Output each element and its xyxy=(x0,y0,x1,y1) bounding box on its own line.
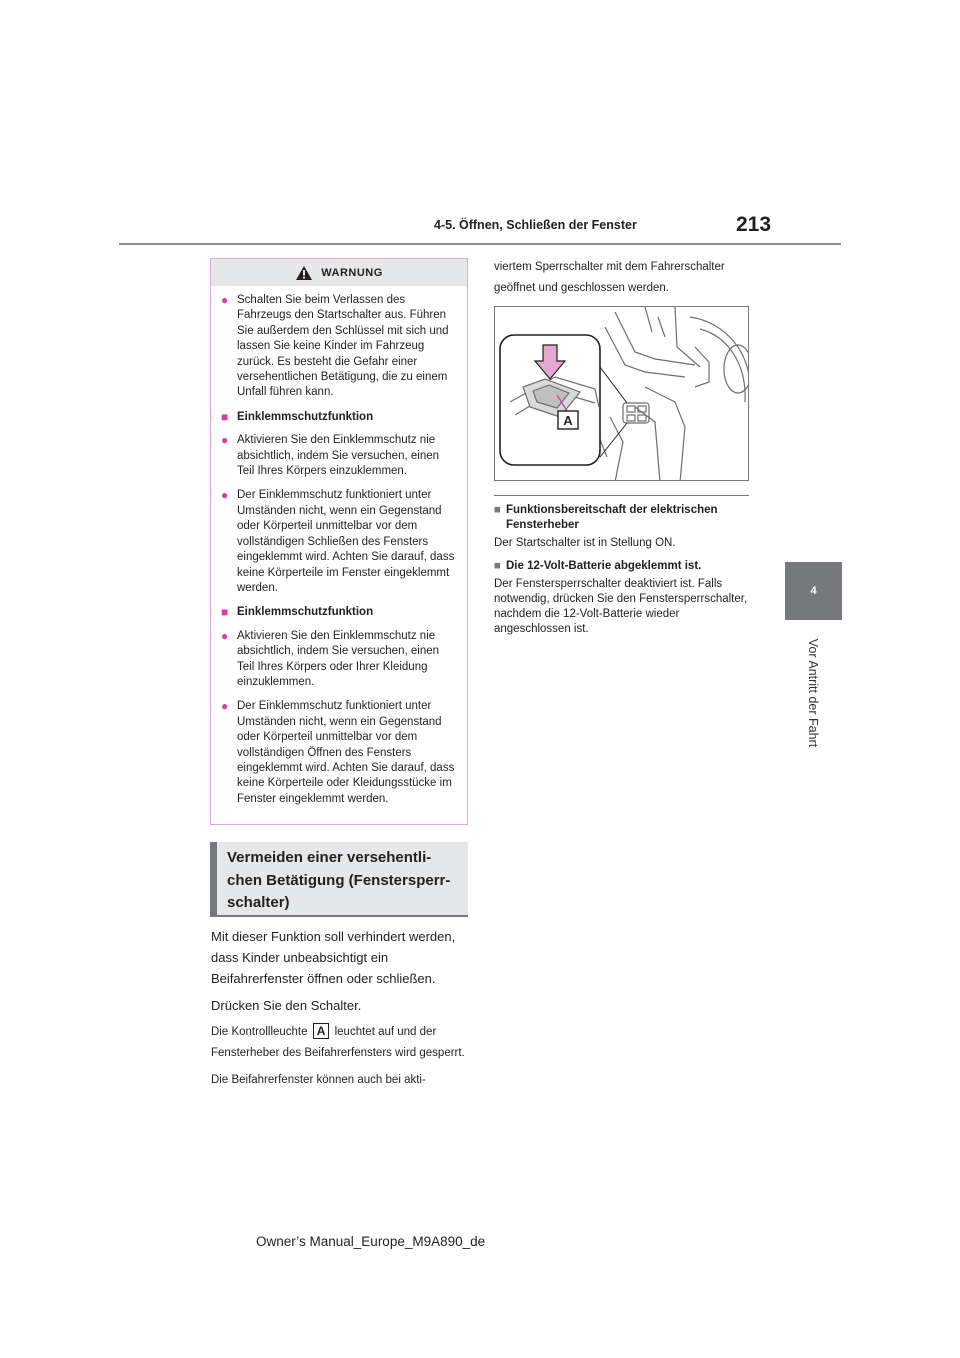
note-heading xyxy=(494,503,752,533)
warning-item-text: Schalten Sie beim Verlassen des Fahrzeugs den Startschalter aus. Führen Sie außerdem den Schlüssel mit sich und lassen Sie keine Kinder im Fahrzeug zurück. Es besteht die Gefahr einer versehentlichen Betätigung, die zu einem Unfall führen kann. xyxy=(237,294,449,399)
indicator-text-before: Die Kontrollleuchte xyxy=(211,1026,308,1038)
continuation-right: viertem Sperrschalter mit dem Fahrerschalter geöffnet und geschlossen werden. xyxy=(494,261,725,294)
warning-item-text: Aktivieren Sie den Einklemmschutz nie absichtlich, indem Sie versuchen, einen Teil Ihres Körpers oder Ihrer Kleidung einzuklemmen. xyxy=(237,629,440,688)
warning-bullet-item xyxy=(221,699,459,807)
round-bullet-icon: ● xyxy=(221,293,229,307)
header-rule xyxy=(119,243,841,245)
warning-bullet-item xyxy=(221,488,459,596)
round-bullet-icon: ● xyxy=(221,699,229,714)
warning-item-text: Der Einklemmschutz funktioniert unter Umständen nicht, wenn ein Gegenstand oder Körperteil unmittelbar vor dem vollständigen Öffnen des Fensters eingeklemmt wird. Achten Sie darauf, dass keine Körperteile oder Kleidungsstücke im Fenster eingeklemmt werden. xyxy=(237,700,455,805)
square-bullet-icon: ■ xyxy=(494,560,501,572)
note-body: Der Startschalter ist in Stellung ON. xyxy=(494,537,676,549)
warning-triangle-icon xyxy=(295,265,313,281)
square-bullet-icon: ■ xyxy=(494,504,501,516)
warning-bullet-item xyxy=(221,629,459,691)
warning-bullet-item xyxy=(221,293,459,401)
warning-subheading xyxy=(221,605,459,620)
warning-bullet-item xyxy=(221,433,459,479)
left-column-text xyxy=(211,926,471,1097)
indicator-paragraph xyxy=(211,1022,471,1064)
round-bullet-icon: ● xyxy=(221,433,229,448)
round-bullet-icon: ● xyxy=(221,628,229,643)
window-lock-switch-figure xyxy=(494,306,749,481)
continuation-left: Die Beifahrerfenster können auch bei akti- xyxy=(211,1074,426,1086)
note-heading-text: Funktionsbereitschaft der elektrischen Fensterheber xyxy=(506,504,718,531)
warning-item-text: Einklemmschutzfunktion xyxy=(237,410,374,423)
warning-header xyxy=(211,259,467,286)
intro-paragraph: Mit dieser Funktion soll verhindert werden, dass Kinder unbeabsichtigt ein Beifahrerfenster öffnen oder schließen. xyxy=(211,929,456,986)
indicator-label-a: A xyxy=(313,1023,330,1039)
section-title: 4-5. Öffnen, Schließen der Fenster xyxy=(434,218,637,232)
warning-title: WARNUNG xyxy=(321,266,383,279)
round-bullet-icon: ● xyxy=(221,488,229,503)
instruction-paragraph: Drücken Sie den Schalter. xyxy=(211,998,362,1013)
right-column-continuation xyxy=(494,257,754,303)
notes-list xyxy=(494,499,752,645)
warning-item-text: Aktivieren Sie den Einklemmschutz nie absichtlich, indem Sie versuchen, einen Teil Ihres Körpers einzuklemmen. xyxy=(237,434,440,478)
square-bullet-icon: ■ xyxy=(221,605,229,620)
warning-subheading xyxy=(221,410,459,425)
figure-illustration xyxy=(495,307,749,481)
figure-callout-a: A xyxy=(563,413,573,428)
note-body: Der Fenstersperrschalter deaktiviert ist. Falls notwendig, drücken Sie den Fenstersperrschalter, nachdem die 12-Volt-Batterie wieder angeschlossen ist. xyxy=(494,578,748,635)
section-heading: Vermeiden einer versehentli-chen Betätigung (Fenstersperr-schalter) xyxy=(210,842,468,917)
footer-text: Owner’s Manual_Europe_M9A890_de xyxy=(256,1234,486,1249)
chapter-tab: 4 xyxy=(785,562,842,620)
warning-box xyxy=(210,258,468,825)
note-heading xyxy=(494,559,752,574)
chapter-side-label xyxy=(760,640,866,746)
warning-item-text: Der Einklemmschutz funktioniert unter Umständen nicht, wenn ein Gegenstand oder Körperteil unmittelbar vor dem vollständigen Schließen des Fensters eingeklemmt wird. Achten Sie darauf, dass keine Körperteile im Fenster eingeklemmt werden. xyxy=(237,489,455,594)
square-bullet-icon: ■ xyxy=(221,409,229,424)
note-heading-text: Die 12-Volt-Batterie abgeklemmt ist. xyxy=(506,560,702,572)
warning-item-text: Einklemmschutzfunktion xyxy=(237,606,374,619)
chapter-side-label-text: Vor Antritt der Fahrt xyxy=(806,638,821,748)
warning-list xyxy=(211,286,467,807)
figure-divider xyxy=(494,495,749,496)
page-number: 213 xyxy=(736,213,772,236)
indicator-text-after: leuchtet auf und der Fensterheber des Beifahrerfensters wird gesperrt. xyxy=(211,1026,465,1059)
